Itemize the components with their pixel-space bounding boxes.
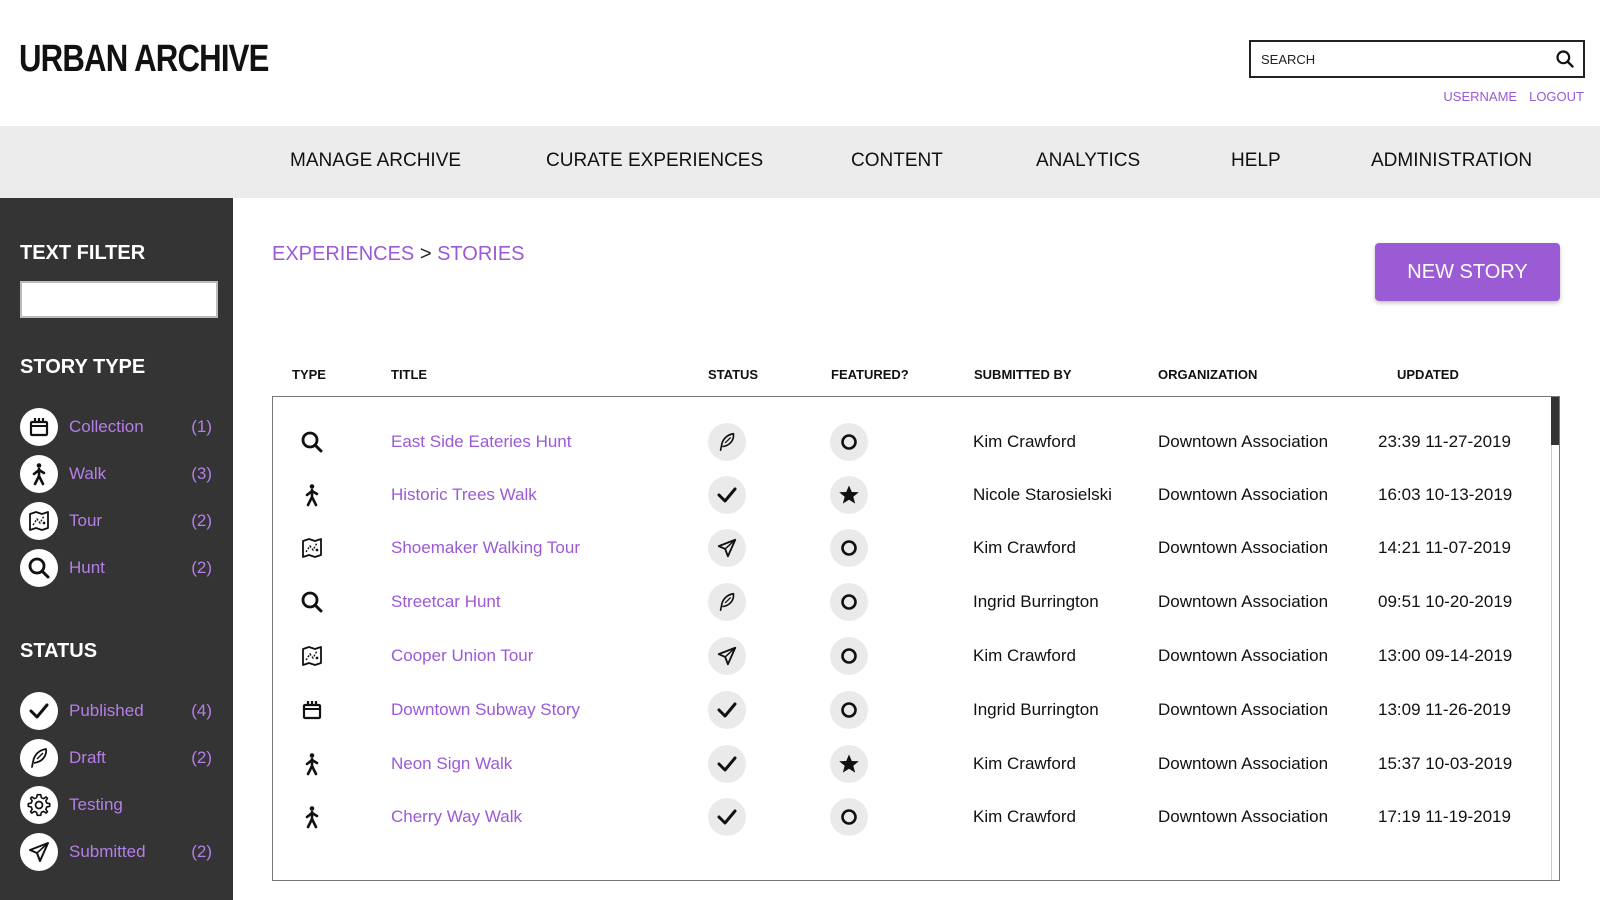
row-featured[interactable] — [830, 583, 868, 621]
nav-curate-experiences[interactable]: CURATE EXPERIENCES — [546, 150, 764, 171]
row-updated: 13:00 09-14-2019 — [1378, 646, 1513, 665]
story-type-walk[interactable] — [20, 454, 212, 494]
row-updated: 15:37 10-03-2019 — [1378, 754, 1513, 773]
row-submitted-by: Ingrid Burrington — [973, 592, 1099, 611]
row-organization: Downtown Association — [1158, 754, 1329, 773]
breadcrumb — [272, 243, 525, 266]
quill-icon — [708, 583, 746, 621]
row-status — [708, 423, 746, 461]
row-organization: Downtown Association — [1158, 646, 1329, 665]
row-type — [293, 583, 331, 621]
row-title[interactable]: Historic Trees Walk — [391, 485, 537, 504]
map-icon — [293, 637, 331, 675]
walker-icon — [293, 798, 331, 836]
logout-link[interactable]: LOGOUT — [1529, 89, 1584, 104]
story-type-hunt[interactable] — [20, 548, 212, 588]
story-type-count: (2) — [191, 558, 212, 577]
nav-manage-archive[interactable]: MANAGE ARCHIVE — [290, 150, 462, 171]
col-status[interactable]: STATUS — [708, 367, 759, 382]
table-row[interactable] — [273, 790, 1543, 844]
row-submitted-by: Nicole Starosielski — [973, 485, 1112, 504]
status-label: Draft — [69, 748, 106, 767]
checkmark-icon — [708, 691, 746, 729]
search-icon[interactable] — [1547, 42, 1583, 76]
col-type[interactable]: TYPE — [292, 367, 326, 382]
text-filter-input[interactable] — [20, 281, 218, 318]
row-organization: Downtown Association — [1158, 700, 1329, 719]
status-label: Submitted — [69, 842, 146, 861]
row-type — [293, 745, 331, 783]
row-type — [293, 691, 331, 729]
row-organization: Downtown Association — [1158, 432, 1329, 451]
gear-icon — [20, 786, 58, 824]
breadcrumb-separator: > — [419, 243, 432, 265]
username-link[interactable]: USERNAME — [1443, 89, 1518, 104]
breadcrumb-stories[interactable]: STORIES — [437, 243, 525, 265]
row-organization: Downtown Association — [1158, 485, 1329, 504]
row-status — [708, 798, 746, 836]
row-title[interactable]: Shoemaker Walking Tour — [391, 538, 580, 557]
status-heading: STATUS — [20, 640, 98, 662]
table-row[interactable] — [273, 575, 1543, 629]
status-submitted[interactable] — [20, 832, 212, 872]
checkmark-icon — [708, 476, 746, 514]
row-type — [293, 798, 331, 836]
row-type — [293, 529, 331, 567]
row-status — [708, 583, 746, 621]
row-status — [708, 476, 746, 514]
calendar-icon — [293, 691, 331, 729]
scrollbar[interactable] — [1551, 397, 1559, 880]
status-testing[interactable] — [20, 785, 212, 825]
status-count: (2) — [191, 748, 212, 767]
sidebar — [0, 198, 233, 900]
walker-icon — [20, 455, 58, 493]
row-title[interactable]: Cooper Union Tour — [391, 646, 534, 665]
row-status — [708, 637, 746, 675]
row-submitted-by: Ingrid Burrington — [973, 700, 1099, 719]
search-box[interactable] — [1249, 40, 1585, 78]
table-row[interactable] — [273, 415, 1543, 469]
calendar-icon — [20, 408, 58, 446]
row-type — [293, 476, 331, 514]
row-type — [293, 637, 331, 675]
status-label: Testing — [69, 795, 123, 814]
walker-icon — [293, 476, 331, 514]
checkmark-icon — [708, 798, 746, 836]
row-title[interactable]: Downtown Subway Story — [391, 700, 580, 719]
row-featured[interactable] — [830, 745, 868, 783]
table-row[interactable] — [273, 629, 1543, 683]
checkmark-icon — [708, 745, 746, 783]
row-featured[interactable] — [830, 529, 868, 567]
search-input[interactable] — [1251, 42, 1547, 76]
row-organization: Downtown Association — [1158, 538, 1329, 557]
col-organization[interactable]: ORGANIZATION — [1158, 367, 1258, 382]
header — [0, 0, 1600, 124]
circle-icon[interactable] — [830, 529, 868, 567]
search-icon — [293, 583, 331, 621]
status-count: (2) — [191, 842, 212, 861]
scrollbar-thumb[interactable] — [1551, 397, 1559, 445]
story-type-count: (2) — [191, 511, 212, 530]
row-featured[interactable] — [830, 798, 868, 836]
table-row[interactable] — [273, 683, 1543, 737]
story-type-label: Hunt — [69, 558, 105, 577]
star-icon[interactable] — [830, 476, 868, 514]
row-submitted-by: Kim Crawford — [973, 807, 1076, 826]
row-submitted-by: Kim Crawford — [973, 538, 1076, 557]
row-organization: Downtown Association — [1158, 807, 1329, 826]
col-updated[interactable]: UPDATED — [1397, 367, 1459, 382]
top-nav — [0, 126, 1600, 198]
nav-content[interactable]: CONTENT — [851, 150, 943, 171]
nav-administration[interactable]: ADMINISTRATION — [1371, 150, 1533, 171]
row-updated: 23:39 11-27-2019 — [1378, 432, 1511, 451]
row-title[interactable]: Cherry Way Walk — [391, 807, 522, 826]
checkmark-icon — [20, 692, 58, 730]
row-type — [293, 423, 331, 461]
breadcrumb-experiences[interactable]: EXPERIENCES — [272, 243, 415, 265]
table-row[interactable] — [273, 468, 1543, 522]
row-featured[interactable] — [830, 476, 868, 514]
logo: URBAN ARCHIVE — [19, 38, 269, 80]
new-story-button[interactable]: NEW STORY — [1375, 243, 1560, 301]
story-type-count: (1) — [191, 417, 212, 436]
col-submitted-by[interactable]: SUBMITTED BY — [974, 367, 1072, 382]
row-submitted-by: Kim Crawford — [973, 432, 1076, 451]
map-icon — [20, 502, 58, 540]
row-featured[interactable] — [830, 691, 868, 729]
table-row[interactable] — [273, 521, 1543, 575]
user-links — [1443, 89, 1584, 104]
row-updated: 13:09 11-26-2019 — [1378, 700, 1511, 719]
status-published[interactable] — [20, 691, 212, 731]
story-type-label: Collection — [69, 417, 144, 436]
story-type-heading: STORY TYPE — [20, 356, 146, 378]
story-type-label: Tour — [69, 511, 103, 530]
circle-icon[interactable] — [830, 691, 868, 729]
table-row[interactable] — [273, 737, 1543, 791]
row-submitted-by: Kim Crawford — [973, 754, 1076, 773]
quill-icon — [708, 423, 746, 461]
story-type-count: (3) — [191, 464, 212, 483]
star-icon[interactable] — [830, 745, 868, 783]
map-icon — [293, 529, 331, 567]
row-updated: 17:19 11-19-2019 — [1378, 807, 1511, 826]
stories-table — [272, 396, 1560, 881]
row-featured[interactable] — [830, 423, 868, 461]
row-status — [708, 691, 746, 729]
circle-icon[interactable] — [830, 637, 868, 675]
paper-plane-icon — [708, 529, 746, 567]
row-organization: Downtown Association — [1158, 592, 1329, 611]
nav-analytics[interactable]: ANALYTICS — [1036, 150, 1141, 171]
quill-icon — [20, 739, 58, 777]
search-icon — [293, 423, 331, 461]
row-title[interactable]: Streetcar Hunt — [391, 592, 501, 611]
text-filter-heading: TEXT FILTER — [20, 242, 146, 264]
row-status — [708, 529, 746, 567]
row-title[interactable]: East Side Eateries Hunt — [391, 432, 572, 451]
search-icon — [20, 549, 58, 587]
col-title[interactable]: TITLE — [391, 367, 428, 382]
status-draft[interactable] — [20, 738, 212, 778]
status-count: (4) — [191, 701, 212, 720]
row-updated: 09:51 10-20-2019 — [1378, 592, 1513, 611]
story-type-tour[interactable] — [20, 501, 212, 541]
row-title[interactable]: Neon Sign Walk — [391, 754, 513, 773]
paper-plane-icon — [708, 637, 746, 675]
col-featured[interactable]: FEATURED? — [831, 367, 909, 382]
row-submitted-by: Kim Crawford — [973, 646, 1076, 665]
row-updated: 16:03 10-13-2019 — [1378, 485, 1513, 504]
circle-icon[interactable] — [830, 583, 868, 621]
row-featured[interactable] — [830, 637, 868, 675]
story-type-label: Walk — [69, 464, 107, 483]
nav-help[interactable]: HELP — [1231, 150, 1281, 171]
paper-plane-icon — [20, 833, 58, 871]
row-status — [708, 745, 746, 783]
circle-icon[interactable] — [830, 798, 868, 836]
row-updated: 14:21 11-07-2019 — [1378, 538, 1511, 557]
walker-icon — [293, 745, 331, 783]
story-type-collection[interactable] — [20, 407, 212, 447]
status-label: Published — [69, 701, 144, 720]
circle-icon[interactable] — [830, 423, 868, 461]
